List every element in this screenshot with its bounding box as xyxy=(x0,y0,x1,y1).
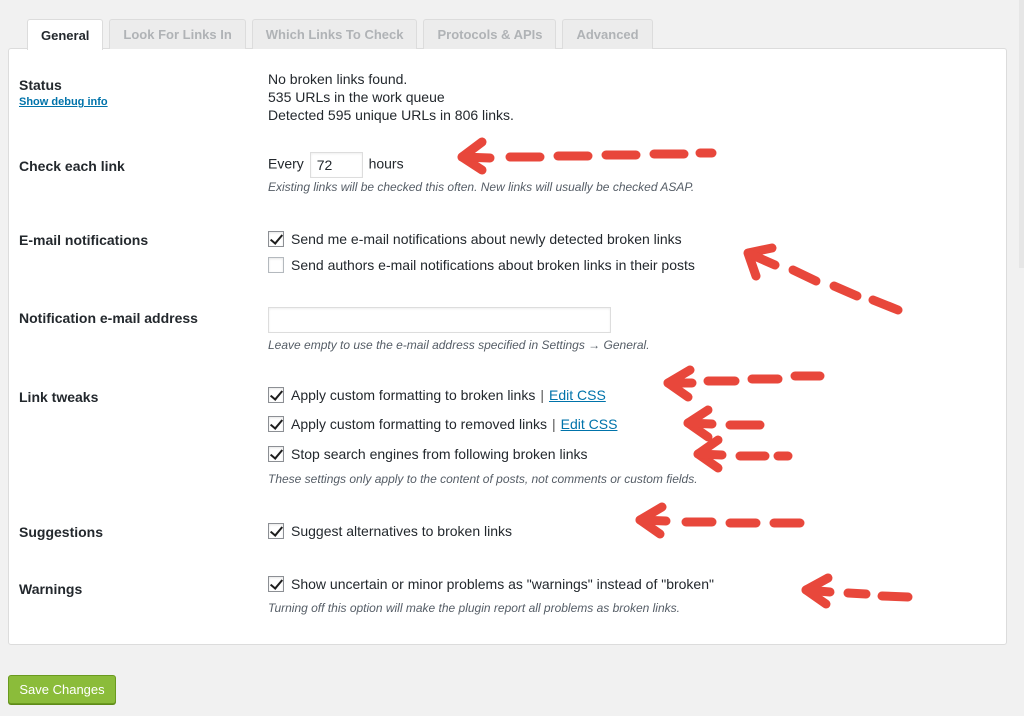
check-each-link-label: Check each link xyxy=(19,158,125,174)
format-removed-checkbox[interactable] xyxy=(268,416,284,432)
warnings-option-label: Show uncertain or minor problems as "warnings" instead of "broken" xyxy=(291,576,714,592)
suggestions-option-label: Suggest alternatives to broken links xyxy=(291,523,513,539)
check-interval-prefix: Every xyxy=(268,155,304,172)
nofollow-label: Stop search engines from following broken links xyxy=(291,446,588,462)
tab-look-for-links-in[interactable]: Look For Links In xyxy=(109,19,245,49)
separator: | xyxy=(540,387,544,403)
edit-css-broken-link[interactable]: Edit CSS xyxy=(548,387,606,403)
tab-advanced[interactable]: Advanced xyxy=(562,19,652,49)
status-line-detected: Detected 595 unique URLs in 806 links. xyxy=(268,107,514,123)
show-debug-info-link[interactable]: Show debug info xyxy=(19,96,108,108)
check-interval-hint: Existing links will be checked this often. New links will usually be checked ASAP. xyxy=(268,180,695,194)
status-line-queue: 535 URLs in the work queue xyxy=(268,89,445,105)
email-notify-authors-label: Send authors e-mail notifications about broken links in their posts xyxy=(291,257,695,273)
format-broken-label: Apply custom formatting to broken links xyxy=(291,387,536,403)
separator: | xyxy=(552,416,556,432)
check-interval-suffix: hours xyxy=(368,155,404,172)
email-notify-authors-checkbox[interactable] xyxy=(268,257,284,273)
warnings-label: Warnings xyxy=(19,581,83,597)
email-notify-authors-row xyxy=(268,257,695,273)
warnings-checkbox[interactable] xyxy=(268,576,284,592)
warnings-hint: Turning off this option will make the plugin report all problems as broken links. xyxy=(268,601,680,615)
suggestions-checkbox[interactable] xyxy=(268,523,284,539)
notification-email-input[interactable] xyxy=(268,307,611,333)
email-notify-me-row xyxy=(268,231,682,247)
notification-email-label: Notification e-mail address xyxy=(19,310,198,326)
email-notify-me-checkbox[interactable] xyxy=(268,231,284,247)
link-tweaks-hint: These settings only apply to the content of posts, not comments or custom fields. xyxy=(268,472,698,486)
format-removed-label: Apply custom formatting to removed links xyxy=(291,416,547,432)
tab-protocols-apis[interactable]: Protocols & APIs xyxy=(423,19,556,49)
suggestions-row xyxy=(268,523,512,539)
link-tweaks-label: Link tweaks xyxy=(19,389,99,405)
check-interval-input[interactable] xyxy=(310,152,363,178)
format-broken-checkbox[interactable] xyxy=(268,387,284,403)
check-interval-row xyxy=(268,152,404,178)
email-notifications-label: E-mail notifications xyxy=(19,232,149,248)
format-removed-row xyxy=(268,416,617,432)
status-line-broken: No broken links found. xyxy=(268,71,408,87)
nofollow-row xyxy=(268,446,588,462)
nofollow-checkbox[interactable] xyxy=(268,446,284,462)
notification-email-hint: Leave empty to use the e-mail address specified in Settings → General. xyxy=(268,338,650,352)
warnings-row xyxy=(268,576,714,592)
status-label: Status xyxy=(19,77,62,93)
suggestions-label: Suggestions xyxy=(19,524,104,540)
tab-general[interactable]: General xyxy=(27,19,103,50)
tab-which-links-to-check[interactable]: Which Links To Check xyxy=(252,19,418,49)
format-broken-row xyxy=(268,387,606,403)
email-notify-me-label: Send me e-mail notifications about newly detected broken links xyxy=(291,231,682,247)
save-changes-button[interactable]: Save Changes xyxy=(8,675,116,704)
edit-css-removed-link[interactable]: Edit CSS xyxy=(560,416,618,432)
